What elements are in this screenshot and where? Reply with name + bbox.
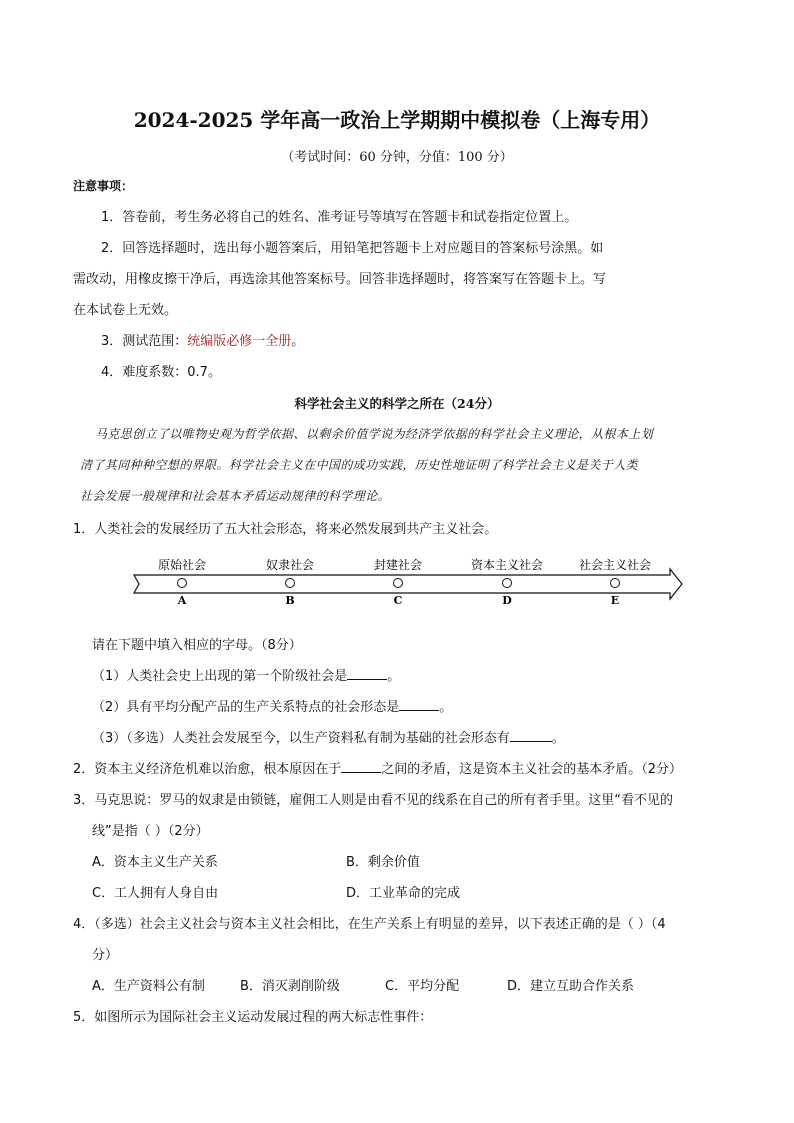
notice-item-3	[101, 330, 304, 349]
q3-stem-line-2: 线”是指（ ）（2分）	[92, 824, 209, 839]
stage-marker-b	[286, 579, 295, 588]
q2-text-1: 2．资本主义经济危机难以治愈，根本原因在于	[73, 762, 342, 777]
q4-stem-line-1: 4．（多选）社会主义社会与资本主义社会相比，在生产关系上有明显的差异，以下表述正确的是（ ）（4	[73, 917, 666, 932]
stage-letter-c: C	[393, 594, 403, 607]
q1-sub-2	[92, 696, 452, 715]
q3-option-c[interactable]: C．工人拥有人身自由	[92, 886, 219, 901]
answer-blank-3[interactable]	[510, 729, 552, 742]
stage-letter-e: E	[610, 594, 620, 607]
stage-marker-c	[394, 579, 403, 588]
q2-stem	[73, 758, 682, 777]
notice-item-2-line-3: 在本试卷上无效。	[73, 303, 178, 318]
q1-sub-3-end: 。	[551, 731, 565, 746]
passage-line-3: 社会发展一般规律和社会基本矛盾运动规律的科学理论。	[80, 489, 391, 503]
stage-label-d: 资本主义社会	[470, 558, 544, 572]
answer-blank-2[interactable]	[399, 698, 439, 711]
q4-option-b[interactable]: B．消灭剥削阶级	[240, 979, 340, 994]
notice-item-3-prefix: 3．测试范围：	[101, 334, 188, 349]
section-title: 科学社会主义的科学之所在（24分）	[294, 396, 500, 411]
q1-sub-3-text: （3）（多选）人类社会发展至今，以生产资料私有制为基础的社会形态有	[92, 731, 510, 746]
page-title: 2024-2025 学年高一政治上学期期中模拟卷（上海专用）	[133, 108, 661, 132]
stage-letter-b: B	[285, 594, 295, 607]
stage-letter-a: A	[177, 594, 187, 607]
stage-label-e: 社会主义社会	[578, 558, 652, 572]
answer-blank-q2[interactable]	[341, 760, 381, 773]
q4-option-c[interactable]: C．平均分配	[385, 979, 460, 994]
stage-marker-a	[178, 579, 187, 588]
passage-line-2: 清了其同种种空想的界限。科学社会主义在中国的成功实践，历史性地证明了科学社会主义是关于人类	[80, 458, 639, 472]
stage-label-b: 奴隶社会	[265, 558, 315, 572]
q3-stem-line-1: 3．马克思说：罗马的奴隶是由锁链，雇佣工人则是由看不见的线系在自己的所有者手里。这里“看不见的	[73, 793, 674, 808]
page-subtitle: （考试时间：60 分钟，分值：100 分）	[281, 150, 513, 165]
q4-option-d[interactable]: D．建立互助合作关系	[507, 979, 635, 994]
q1-instruction: 请在下题中填入相应的字母。（8分）	[92, 638, 302, 653]
q1-sub-1	[92, 665, 400, 684]
answer-blank-1[interactable]	[347, 667, 387, 680]
q4-option-a[interactable]: A．生产资料公有制	[92, 979, 205, 994]
q3-option-b[interactable]: B．剩余价值	[346, 855, 420, 870]
q1-sub-1-end: 。	[387, 669, 401, 684]
q1-sub-2-text: （2）具有平均分配产品的生产关系特点的社会形态是	[92, 700, 400, 715]
q1-sub-1-text: （1）人类社会史上出现的第一个阶级社会是	[92, 669, 348, 684]
notice-item-4: 4．难度系数：0.7。	[101, 365, 221, 380]
passage-line-1: 马克思创立了以唯物史观为哲学依据、以剩余价值学说为经济学依据的科学社会主义理论，从根本上划	[95, 427, 654, 441]
q1-stem: 1．人类社会的发展经历了五大社会形态，将来必然发展到共产主义社会。	[73, 522, 498, 537]
q3-option-a[interactable]: A．资本主义生产关系	[92, 855, 218, 870]
q3-option-d[interactable]: D．工业革命的完成	[346, 886, 461, 901]
q1-sub-3	[92, 727, 565, 746]
stage-label-c: 封建社会	[373, 558, 423, 572]
notice-item-2-line-2: 需改动，用橡皮擦干净后，再选涂其他答案标号。回答非选择题时，将答案写在答题卡上。写	[73, 272, 607, 287]
notice-item-2-line-1: 2．回答选择题时，选出每小题答案后，用铅笔把答题卡上对应题目的答案标号涂黑。如	[101, 241, 604, 256]
stage-label-a: 原始社会	[157, 558, 207, 572]
test-scope: 统编版必修一全册	[187, 334, 292, 349]
stage-marker-d	[503, 579, 512, 588]
timeline-arrow	[134, 569, 682, 599]
q5-stem: 5．如图所示为国际社会主义运动发展过程的两大标志性事件：	[73, 1010, 433, 1025]
notice-item-3-suffix: 。	[291, 334, 305, 349]
q2-text-2: 之间的矛盾，这是资本主义社会的基本矛盾。（2分）	[381, 762, 683, 777]
q1-sub-2-end: 。	[439, 700, 453, 715]
stage-letter-d: D	[502, 594, 512, 607]
social-forms-timeline	[130, 552, 690, 610]
notice-item-1: 1．答卷前，考生务必将自己的姓名、准考证号等填写在答题卡和试卷指定位置上。	[101, 210, 578, 225]
stage-marker-e	[611, 579, 620, 588]
q4-stem-line-2: 分）	[92, 948, 119, 963]
notice-heading: 注意事项：	[73, 179, 134, 193]
